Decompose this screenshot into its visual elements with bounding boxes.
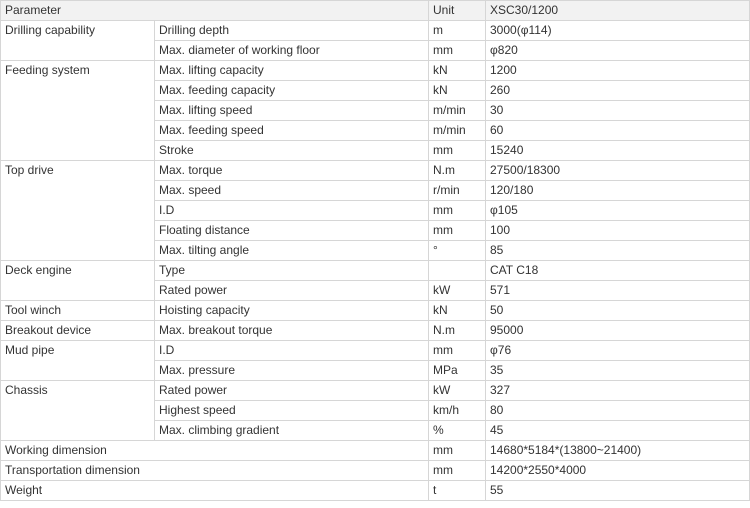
item-name: Max. breakout torque [155,321,429,341]
item-name: Drilling depth [155,21,429,41]
item-unit: mm [429,461,486,481]
item-value: 100 [486,221,750,241]
item-unit: N.m [429,161,486,181]
table-row [1,441,750,461]
item-name: I.D [155,341,429,361]
table-row [1,261,750,281]
table-row [1,21,750,41]
table-row [1,321,750,341]
group-name: Tool winch [1,301,155,321]
item-name: Max. feeding speed [155,121,429,141]
header-model: XSC30/1200 [486,1,750,21]
item-value: 14200*2550*4000 [486,461,750,481]
item-value: φ820 [486,41,750,61]
item-name: Floating distance [155,221,429,241]
item-name: Max. feeding capacity [155,81,429,101]
table-row [1,341,750,361]
item-value: 95000 [486,321,750,341]
item-unit: km/h [429,401,486,421]
item-name: Rated power [155,281,429,301]
item-unit: ° [429,241,486,261]
item-name: Type [155,261,429,281]
item-name: I.D [155,201,429,221]
item-unit: mm [429,41,486,61]
item-name: Highest speed [155,401,429,421]
item-unit: kN [429,61,486,81]
row-name: Transportation dimension [1,461,429,481]
item-value: φ76 [486,341,750,361]
item-unit: m/min [429,121,486,141]
table-row [1,381,750,401]
item-name: Max. lifting speed [155,101,429,121]
header-row [1,1,750,21]
item-value: 260 [486,81,750,101]
item-value: 27500/18300 [486,161,750,181]
header-unit: Unit [429,1,486,21]
item-name: Stroke [155,141,429,161]
table-row [1,161,750,181]
item-unit: kW [429,381,486,401]
item-unit: N.m [429,321,486,341]
header-parameter: Parameter [1,1,429,21]
item-name: Rated power [155,381,429,401]
item-name: Hoisting capacity [155,301,429,321]
group-name: Mud pipe [1,341,155,381]
group-name: Top drive [1,161,155,261]
item-unit: kW [429,281,486,301]
item-value: 3000(φ114) [486,21,750,41]
item-value: 45 [486,421,750,441]
item-name: Max. pressure [155,361,429,381]
spec-table-body [1,1,750,501]
table-row [1,481,750,501]
item-value: φ105 [486,201,750,221]
item-unit: MPa [429,361,486,381]
row-name: Working dimension [1,441,429,461]
group-name: Chassis [1,381,155,441]
item-unit: mm [429,141,486,161]
item-value: 30 [486,101,750,121]
group-name: Feeding system [1,61,155,161]
item-value: 35 [486,361,750,381]
group-name: Deck engine [1,261,155,301]
item-value: 50 [486,301,750,321]
item-value: 60 [486,121,750,141]
item-unit: kN [429,81,486,101]
item-unit [429,261,486,281]
item-name: Max. torque [155,161,429,181]
item-name: Max. lifting capacity [155,61,429,81]
item-unit: mm [429,221,486,241]
table-row [1,461,750,481]
item-value: 14680*5184*(13800~21400) [486,441,750,461]
table-row [1,61,750,81]
item-unit: mm [429,341,486,361]
item-value: 327 [486,381,750,401]
group-name: Breakout device [1,321,155,341]
item-unit: % [429,421,486,441]
item-value: 55 [486,481,750,501]
item-value: CAT C18 [486,261,750,281]
table-row [1,301,750,321]
item-value: 15240 [486,141,750,161]
item-value: 571 [486,281,750,301]
item-value: 85 [486,241,750,261]
item-unit: mm [429,201,486,221]
item-unit: kN [429,301,486,321]
item-unit: mm [429,441,486,461]
item-name: Max. tilting angle [155,241,429,261]
row-name: Weight [1,481,429,501]
item-value: 1200 [486,61,750,81]
item-unit: m/min [429,101,486,121]
item-unit: m [429,21,486,41]
item-value: 120/180 [486,181,750,201]
item-name: Max. climbing gradient [155,421,429,441]
item-value: 80 [486,401,750,421]
group-name: Drilling capability [1,21,155,61]
item-name: Max. diameter of working floor [155,41,429,61]
item-unit: t [429,481,486,501]
item-unit: r/min [429,181,486,201]
item-name: Max. speed [155,181,429,201]
